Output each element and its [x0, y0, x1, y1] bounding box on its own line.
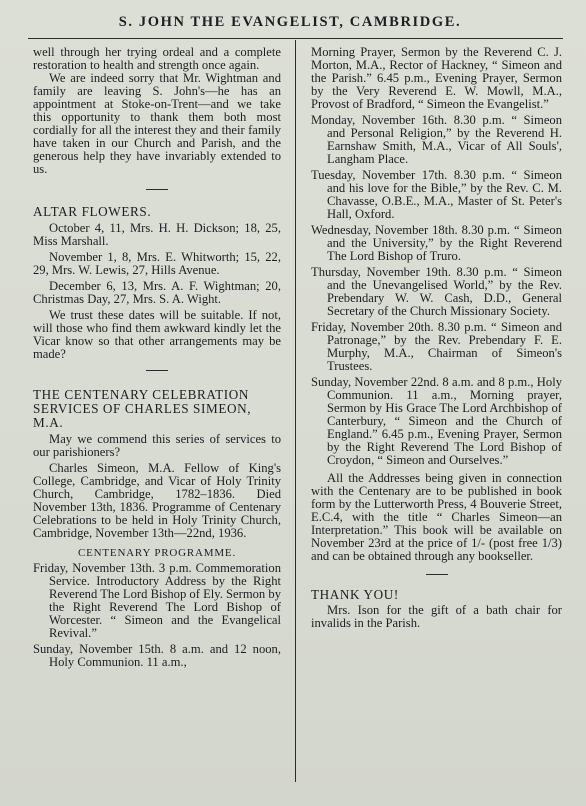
page-header: S. JOHN THE EVANGELIST, CAMBRIDGE. [118, 14, 462, 30]
section-divider [146, 370, 168, 371]
column-divider [295, 40, 296, 782]
altar-october: October 4, 11, Mrs. H. H. Dickson; 18, 25, Miss Marshall. [33, 221, 281, 248]
section-divider [146, 189, 168, 190]
programme-sunday-22: Sunday, November 22nd. 8 a.m. and 8 p.m., Holy Communion. 11 a.m., Morning prayer, Sermon by His Grace The Lord Archbishop of Canterbury, “ Simeon and the Church of England.” 6.45 p.m., Evening Prayer, Sermon by the Right Reverend The Lord Bishop of Croydon, “ Simeon and Ourselves.” [311, 375, 562, 467]
paragraph-intro-continued: well through her trying ordeal and a complete restoration to health and strength once again. [33, 45, 281, 72]
right-column [311, 46, 562, 630]
thank-you-heading: THANK YOU! [311, 587, 399, 602]
altar-flowers-heading: ALTAR FLOWERS. [33, 204, 152, 219]
thank-you-text: Mrs. Ison for the gift of a bath chair for invalids in the Parish. [311, 603, 562, 630]
simeon-biography: Charles Simeon, M.A. Fellow of King's College, Cambridge, and Vicar of Holy Trinity Church, Cambridge, 1782–1836. Died November 13th, 1836. Programme of Centenary Celebrations to be held in Holy Trinity Church, Cambridge, November 13th—22nd, 1936. [33, 461, 281, 540]
centenary-heading: THE CENTENARY CELEBRATION SERVICES OF CHARLES SIMEON, M.A. [33, 387, 252, 430]
section-divider [426, 574, 448, 575]
altar-december: December 6, 13, Mrs. A. F. Wightman; 20, Christmas Day, 27, Mrs. S. A. Wight. [33, 279, 281, 306]
programme-heading: CENTENARY PROGRAMME. [78, 547, 236, 559]
programme-friday-20: Friday, November 20th. 8.30 p.m. “ Simeon and Patronage,” by the Rev. Prebendary F. E. Murphy, M.A., Chairman of Simeon's Trustees. [311, 320, 562, 373]
paragraph-wightman: We are indeed sorry that Mr. Wightman and family are leaving S. John's—he has an appointment at Stoke-on-Trent—and we take this opportunity to thank them both most cordially for all the interest they and their family have taken in our Church and Parish, and the generous help they have invariably extended to us. [33, 71, 281, 176]
left-column [33, 46, 281, 669]
programme-wednesday-18: Wednesday, November 18th. 8.30 p.m. “ Simeon and the University,” by the Right Reverend The Lord Bishop of Truro. [311, 223, 562, 263]
programme-friday-13: Friday, November 13th. 3 p.m. Commemoration Service. Introductory Address by the Right Reverend The Lord Bishop of Ely. Sermon by the Right Reverend The Lord Bishop of Worcester. “ Simeon and the Evangelical Revival.” [33, 561, 281, 640]
programme-monday-16: Monday, November 16th. 8.30 p.m. “ Simeon and Personal Religion,” by the Reverend H. Earnshaw Smith, M.A., Vicar of All Souls', Langham Place. [311, 113, 562, 166]
altar-trust-note: We trust these dates will be suitable. If not, will those who find them awkward kindly let the Vicar know so that other arrangements may be made? [33, 308, 281, 361]
altar-november: November 1, 8, Mrs. E. Whitworth; 15, 22, 29, Mrs. W. Lewis, 27, Hills Avenue. [33, 250, 281, 277]
commend-paragraph: May we commend this series of services to our parishioners? [33, 432, 281, 459]
header-rule [28, 38, 563, 39]
addresses-paragraph: All the Addresses being given in connection with the Centenary are to be published in book form by the Lutterworth Press, 4 Bouverie Street, E.C.4, with the title “ Charles Simeon—an Interpretation.” This book will be available on November 23rd at the price of 1/- (post free 1/3) and can be obtained through any bookseller. [311, 471, 562, 563]
programme-sunday-15: Sunday, November 15th. 8 a.m. and 12 noon, Holy Communion. 11 a.m., [33, 642, 281, 669]
programme-tuesday-17: Tuesday, November 17th. 8.30 p.m. “ Simeon and his love for the Bible,” by the Rev. C. M. Chavasse, O.B.E., M.A., Master of St. Peter's Hall, Oxford. [311, 168, 562, 221]
programme-sunday-15-continued: Morning Prayer, Sermon by the Reverend C. J. Morton, M.A., Rector of Hackney, “ Simeon and the Parish.” 6.45 p.m., Evening Prayer, Sermon by the Very Reverend E. W. Mowll, M.A., Provost of Bradford, “ Simeon the Evangelist.” [311, 45, 562, 111]
programme-thursday-19: Thursday, November 19th. 8.30 p.m. “ Simeon and the Unevangelised World,” by the Rev. Prebendary W. W. Cash, D.D., General Secretary of the Church Missionary Society. [311, 265, 562, 318]
